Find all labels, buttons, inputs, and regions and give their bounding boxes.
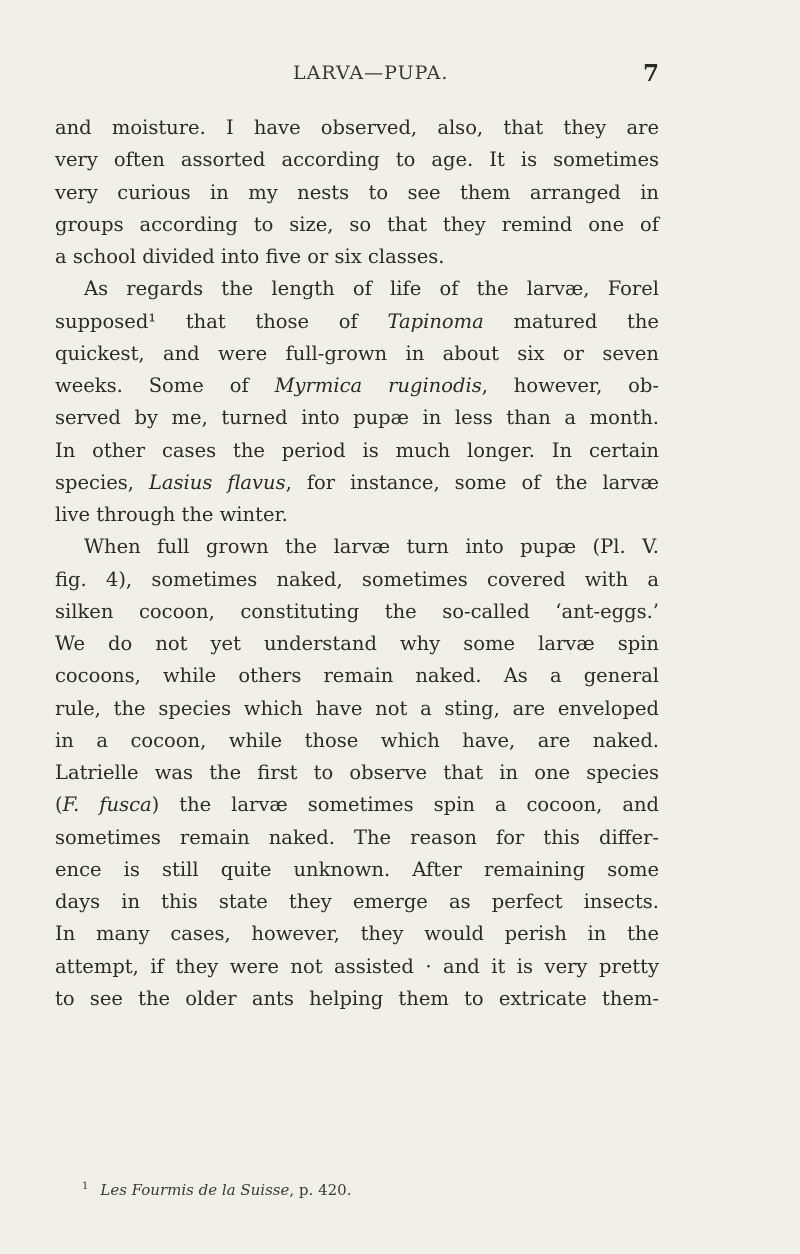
italic-term: F. fusca — [62, 793, 152, 817]
text-line: silken cocoon, constituting the so-called ‘ant-eggs.’ — [55, 599, 659, 623]
text-line — [55, 370, 659, 402]
text-run: ) the larvæ sometimes spin a cocoon, and — [151, 793, 659, 817]
footnote-reference: , p. 420. — [289, 1181, 352, 1199]
text-line: In many cases, however, they would perish in the — [55, 922, 659, 946]
running-title: LARVA—PUPA. — [293, 62, 449, 84]
text-line: in a cocoon, while those which have, are naked. — [55, 728, 659, 752]
text-line: groups according to size, so that they remind one of — [55, 212, 659, 236]
text-line: days in this state they emerge as perfect insects. — [55, 890, 659, 913]
text-line: When full grown the larvæ turn into pupæ (Pl. V. — [84, 535, 659, 559]
text-run: matured the — [483, 309, 659, 333]
running-header — [0, 62, 800, 92]
footnote-title: Les Fourmis de la Suisse — [100, 1181, 290, 1199]
italic-term: Tapinoma — [387, 309, 484, 333]
text-line: very curious in my nests to see them arranged in — [55, 180, 659, 204]
body-text — [55, 112, 659, 1015]
footnote-mark: 1 — [82, 1181, 89, 1192]
text-line: attempt, if they were not assisted · and it is very pretty — [55, 954, 659, 978]
text-line: and moisture. I have observed, also, that they are — [55, 116, 659, 139]
text-line: sometimes remain naked. The reason for this differ- — [55, 825, 659, 849]
text-line: to see the older ants helping them to extricate them- — [55, 986, 659, 1010]
text-line — [55, 467, 659, 499]
italic-term: Myrmica ruginodis — [274, 374, 482, 397]
text-line: very often assorted according to age. It is sometimes — [55, 148, 659, 172]
text-line: cocoons, while others remain naked. As a general — [55, 664, 659, 688]
text-line: fig. 4), sometimes naked, sometimes covered with a — [55, 567, 659, 591]
text-line: quickest, and were full-grown in about six or seven — [55, 341, 659, 365]
text-line: Latrielle was the first to observe that in one species — [55, 761, 659, 784]
text-line: ence is still quite unknown. After remaining some — [55, 857, 659, 881]
text-line: As regards the length of life of the larvæ, Forel — [84, 277, 659, 301]
text-line: We do not yet understand why some larvæ spin — [55, 632, 659, 655]
italic-term: Lasius flavus — [148, 470, 286, 494]
text-line: rule, the species which have not a sting, are enveloped — [55, 696, 659, 720]
text-run: , however, ob- — [481, 374, 659, 397]
text-line: In other cases the period is much longer. In certain — [55, 438, 659, 462]
text-line: live through the winter. — [55, 503, 288, 526]
text-line — [55, 789, 659, 821]
text-line — [55, 306, 659, 338]
text-run: ( — [55, 793, 63, 817]
page-number: 7 — [643, 60, 660, 87]
text-run: species, — [55, 470, 149, 494]
text-line: a school divided into five or six classes. — [55, 245, 445, 268]
text-line: served by me, turned into pupæ in less than a month. — [55, 406, 659, 430]
footnote — [82, 1181, 351, 1199]
text-run: supposed¹ that those of — [55, 309, 388, 333]
text-run: , for instance, some of the larvæ — [285, 470, 659, 494]
text-run: weeks. Some of — [55, 374, 275, 397]
